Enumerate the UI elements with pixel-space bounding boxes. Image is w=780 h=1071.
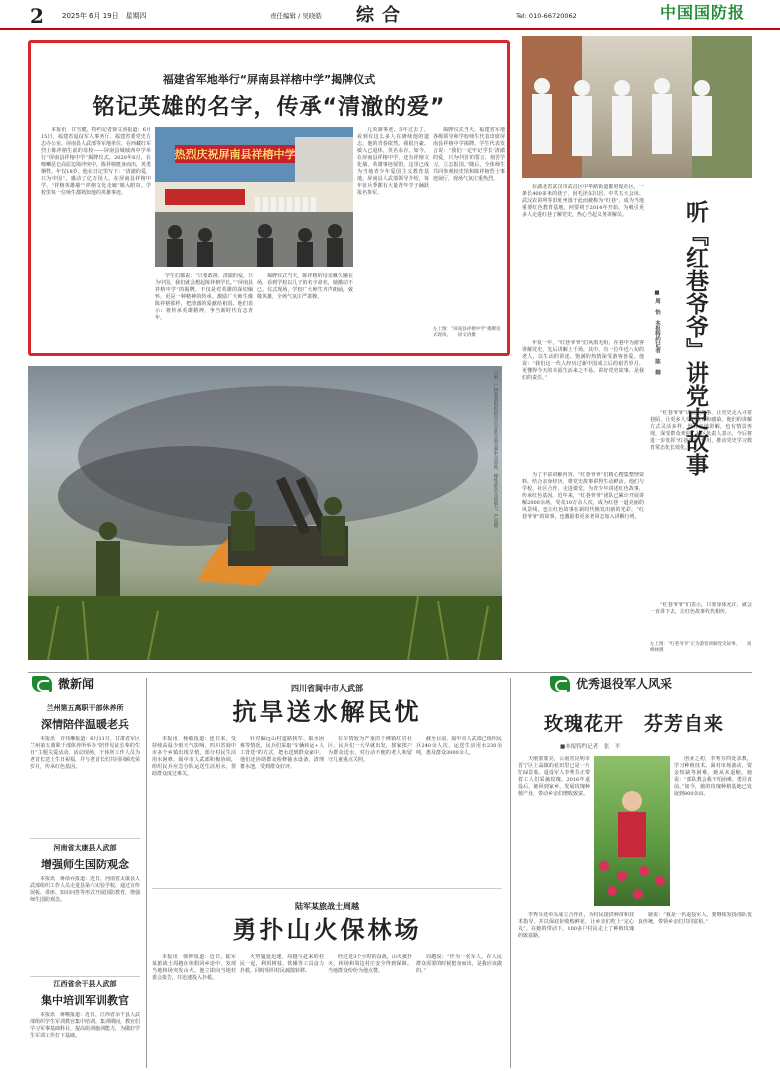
- veterans-header: [550, 676, 672, 692]
- drought-headline: 抗旱送水解民忧: [232, 698, 422, 726]
- red-lane-column-3: 为了丰富讲解内容，“红巷爷爷”们精心搜集整理资料，结合亲身经历，将党史故事讲得生动鲜活。他们与学校、社区合作，走进课堂，为青少年讲述红色故事，传承红色基因。近年来，“红巷爷爷”团队已累计开展讲解2000余场，受众10万余人次，成为红巷一道亮丽的风景线，也让红色故事在新时代焕发出新的光彩。“红巷爷爷”的故事，也激励着更多老同志加入讲解行列。: [522, 472, 644, 520]
- feature-headline: 铭记英雄的名字，传承“清澈的爱”: [92, 95, 446, 120]
- fire-column-2: 火势蔓延迅速，周越与赶来的村民一起，利用树枝、铁锹等工具奋力扑救，同时组织村民疏散转移。: [240, 954, 324, 974]
- fire-kicker: 陆军某旅战士周越: [295, 902, 359, 911]
- drill-photo-caption: 日前，广西某部组织防空兵分队开展实弹射击训练，锤炼部队实战能力。严超摄: [493, 370, 498, 528]
- ceremony-photo: [155, 127, 353, 267]
- fire-column-3: 经过近3个小时的奋战，山火被扑灭，林场和周边村庄安全得到保障。当地群众纷纷为他点赞。: [328, 954, 412, 974]
- feature-column-5: 揭牌仪式当天，福建省军地各级领导和学校师生代表出席屏南县祥榕中学揭牌。学生代表发言说：“我们一定牢记学长‘清澈的爱，只为中国’的誓言，刻苦学习，立志报国。”随后，全体师生共同参观校史馆和陈祥榕烈士事迹展厅，现场气氛庄重热烈。: [433, 127, 505, 182]
- veterans-column-1: 天刚蒙蒙亮，云南省昆明市晋宁区上蒜镇的花田里已是一片忙碌景象。退役军人李秀芬正带着工人们采摘玫瑰。2016年退役后，她回到家乡，发展玫瑰种植产业，带动乡亲们增收致富。: [518, 756, 590, 797]
- brief-divider-1: [30, 838, 140, 839]
- drill-illustration: [28, 366, 502, 660]
- veterans-byline: ■本报特约记者 张 平: [560, 744, 621, 750]
- brief-kicker-3: 江西省余干县人武部: [53, 980, 117, 988]
- feature-column-2: 学生们都说：“只要敢拼，清澈的爱，只为中国，我们就会想起陈祥榕学长。”“屏南县祥榕中学”的揭牌，不仅是对英雄的深切缅怀，更是一种精神的传承。激励广大师生像陈祥榕那样，把清澈的爱献给祖国。他们表示：将传承英雄精神，争当新时代有志青年。: [155, 273, 253, 321]
- drought-column-3: 在旱情较为严重的千佛镇红岩社区，民兵们一大早就出发，挨家挨户为群众送水，对行动不便的老人和留守儿童重点关照。: [328, 736, 412, 763]
- veterans-column-3: 李秀芬还牵头成立合作社，为村民提供种苗和技术指导，并以保底价收购鲜花，让乡亲们吃上“定心丸”。在她的带动下，100多户村民走上了种植玫瑰的致富路。: [518, 912, 634, 939]
- veterans-column-2: 创业之初，李秀芬四处求教，学习种植技术。面对市场波动、资金短缺等困难，她从未退缩。她说：“部队教会我不怕困难、勇往直前。”如今，她的玫瑰种植基地已发展到800余亩。: [674, 756, 752, 797]
- contact-tel: Tel: 010-66720062: [516, 12, 577, 20]
- rose-farmer-photo: [594, 756, 670, 906]
- red-lane-byline: ■ 周 怡 本报特约记者 陈 卿: [654, 290, 660, 375]
- page-header: [0, 0, 780, 30]
- veterans-section-title: 优秀退役军人风采: [576, 677, 673, 691]
- anti-aircraft-drill-photo: [28, 366, 502, 660]
- red-lane-photo-caption: 左上图：“红巷爷爷”正为游客讲解党史故事。 高峰林摄: [650, 642, 752, 653]
- fire-headline: 勇扑山火保林场: [232, 916, 422, 944]
- micro-news-header: [32, 676, 94, 692]
- fire-column-4: 周越说：“作为一名军人，在人民群众需要的时候挺身而出，是我应该做的。”: [416, 954, 502, 974]
- red-lane-vertical-headline: 听『红巷爷爷』讲党史故事: [682, 200, 708, 476]
- feature-article-box: [28, 40, 510, 356]
- photo-banner-text: 热烈庆祝屏南县祥榕中学: [174, 148, 296, 161]
- brief-title-2: 增强师生国防观念: [41, 858, 129, 871]
- column-rule-1: [146, 678, 147, 1068]
- brief-body-3: 本报讯 蒋曙报道：近日，江西省余干县人武部组织学生军训教官集中培训。集训期间，教官们学习军事基础科目，提高组训施训能力，为做好学生军训工作打下基础。: [30, 1012, 140, 1039]
- drought-column-4: 截至目前，阆中市人武部已组织民兵240余人次，运送生活用水230余吨，惠及群众3000余人。: [416, 736, 502, 756]
- veterans-column-4: 她说：“我是一名退役军人，要继续发扬部队优良传统，带领乡亲们共同富裕。”: [638, 912, 752, 925]
- drought-column-2: 针对偏远山村道路狭窄、取水困难等情况，民兵们采取“车辆转运+人工背送”的方式，把水送到群众家中。他们还协助群众检修抽水设备，清理蓄水池，受到群众好评。: [240, 736, 324, 770]
- brief-kicker-1: 兰州第五离职干部休养所: [46, 704, 124, 712]
- article-divider: [152, 888, 502, 889]
- brief-divider-2: [30, 976, 140, 977]
- red-lane-column-2: 年复一年，“红巷爷爷”们风雨无阻，在巷中为游客讲解党史，先后讲解上千场。其中，有一位年近八旬的老人，以生动的讲述、饱满的热情深受游客喜爱。他说：“我们这一代人经历过新中国成立后的艰苦岁月，更懂得今天的幸福生活来之不易。讲好党史故事，是我们的责任。”: [522, 340, 644, 381]
- feature-photo-caption: 左上图：“屏南县祥榕中学”揭牌仪式现场。 徐文涛摄: [433, 327, 501, 338]
- fire-column-1: 本报讯 韩钟报道：近日，陆军某旅战士周越在休假回乡途中，发现当地林场突发山火。他立即向当地村委会报告，并迅速投入扑救。: [152, 954, 236, 981]
- brief-body-2: 本报讯 蒋俞乔报道：近日，河南省太康县人武部组织工作人员走进县第六实验学校，通过宣传展板、讲座、知识问答等形式开展国防教育，增强师生国防观念。: [30, 876, 140, 903]
- brief-body-1: 本报讯 许伟琳报道：6月11日，甘肃省军区兰州第五离职干部休养所举办“陪伴见证长辈的生日”主题关爱活动。活动现场，干休所工作人员为老首长送上生日祝福，并与老首长们共同回顾光荣岁月，传承红色基因。: [30, 736, 140, 770]
- brief-kicker-2: 河南省太康县人武部: [53, 844, 117, 852]
- section-logo-icon: [32, 676, 52, 692]
- red-lane-grandpa-photo: [522, 36, 752, 178]
- micro-news-title: 微新闻: [58, 677, 95, 691]
- red-lane-column-4: “红巷爷爷”讲党史故事，让党史走入寻常巷陌，让更多人受到教育和感染。他们的讲解方式灵活多样，既有实地讲解，也有情景再现，深受群众欢迎。社区负责人表示，今后将进一步发挥“红巷爷爷”作用，推动党史学习教育常态化长效化。: [650, 410, 752, 451]
- page-number: 2: [30, 4, 44, 28]
- red-lane-column-5: “红巷爷爷”们表示，只要身体允许，就会一直讲下去，让红色故事代代相传。: [650, 602, 752, 615]
- drought-column-1: 本报讯 杨敏报道：连日来，受持续高温少雨天气影响，四川省阆中市多个乡镇出现旱情，部分村民生活用水困难。阆中市人武部积极协调，组织民兵应急分队运送生活用水，帮助群众度过难关。: [152, 736, 236, 777]
- section-divider: [28, 672, 752, 673]
- ceremony-illustration: [155, 127, 353, 267]
- feature-subtitle: 福建省军地举行“屏南县祥榕中学”揭牌仪式: [162, 73, 376, 86]
- veterans-headline: 玫瑰花开 芬芳自来: [543, 713, 724, 735]
- section-logo-icon: [550, 676, 570, 692]
- rose-field-illustration: [594, 756, 670, 906]
- newspaper-brand: 中国国防报: [660, 3, 746, 22]
- red-lane-column-1: 在湖北省武汉市武昌区中华路街道都府堤社区，一条长400多米的巷子，因毛泽东旧居、中共五大会址、武汉农讲所等旧址坐落于此而被称为“红巷”，成为当地重要红色教育基地。何要初于2014年开始，为吸引更多人走进红巷了解党史，热心当起义务讲解员。: [522, 184, 644, 218]
- feature-column-3: 揭牌仪式当天，陈祥榕的母亲戴久娥在场，看到学校以儿子的名字命名，她激动不已。仪式现场，学校广大师生齐声朗诵，致敬英雄，全场气氛庄严肃穆。: [257, 273, 353, 300]
- lane-illustration: [522, 36, 752, 178]
- rose-blooms: [599, 861, 665, 899]
- brief-title-3: 集中培训军训教官: [41, 994, 129, 1007]
- editor-credit: 责任编辑 / 吴晓皓: [270, 12, 322, 20]
- feature-column-4: 儿英雄事迹。5年过去了，看到有这么多人在赓续他的遗志，他的青春依然。我很自豪。敏入已退休，英名永存。如今，在屏南县祥榕中学，还有祥榕文化墙、英雄事迹展馆，这里已成为当地青少年爱国主义教育基地。屏南县人武部领导介绍，每年征兵季都有大量青年学子踊跃报名参军。: [357, 127, 429, 196]
- issue-date: 2025年 6月 19日 星期四: [62, 12, 147, 20]
- drought-kicker: 四川省阆中市人武部: [291, 684, 363, 693]
- section-title: 综合: [356, 5, 408, 26]
- brief-title-1: 深情陪伴温暖老兵: [41, 718, 129, 731]
- feature-column-1: 本报讯 甘雪健、特约记者徐文涛报道：6月15日，福建省退役军人事务厅、福建省委党史方志办公室、屏南县人武部等军地单位，在西藏红军烈士陈祥榕生前的母校——屏南县城城西中学举行“屏南县祥榕中学”揭牌仪式。2020年6月，在喀喇昆仑高原边境冲突中，陈祥榕挺身而出，英勇牺牲，年仅18岁。他在日记里写下：“清澈的爱，只为中国”。感动了亿万国人。在屏南县祥榕中学，“祥榕英雄墙”“祥榕文化走廊”映入眼帘。学校里每一位师生都熟知他的英雄事迹。: [41, 127, 151, 196]
- column-rule-2: [510, 678, 511, 1068]
